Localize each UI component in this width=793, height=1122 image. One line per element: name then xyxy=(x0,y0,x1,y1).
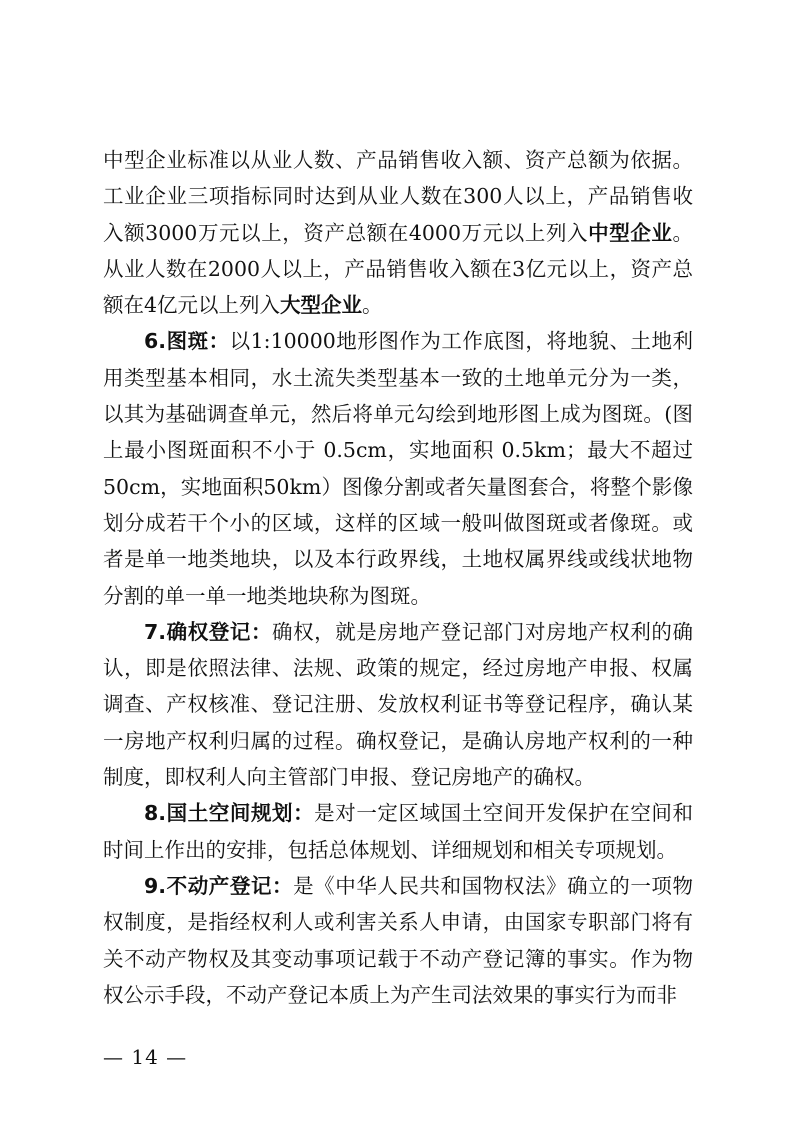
page-number: — 14 — xyxy=(103,1045,188,1069)
text-segment: 。 xyxy=(362,293,383,318)
emphasis-large-enterprise: 大型企业 xyxy=(280,293,363,318)
paragraph-enterprise-standards xyxy=(103,142,693,323)
term-spatial-planning: 8.国土空间规划： xyxy=(144,801,315,826)
paragraph-spatial-planning xyxy=(103,795,693,868)
emphasis-medium-enterprise: 中型企业 xyxy=(588,220,673,245)
paragraph-real-estate-registration xyxy=(103,868,693,1013)
definition-real-estate-registration: 是《中华人民共和国物权法》确立的一项物权制度，是指经权利人或利害关系人申请，由国家专职部门将有关不动产物权及其变动事项记载于不动产登记簿的事实。作为物权公示手段，不动产登记本质上为产生司法效果的事实行为而非 xyxy=(103,873,693,1007)
body-text xyxy=(103,142,693,1013)
term-rights-registration: 7.确权登记： xyxy=(144,619,273,644)
term-map-patch: 6.图斑： xyxy=(144,329,230,354)
definition-spatial-planning: 是对一定区域国土空间开发保护在空间和时间上作出的安排，包括总体规划、详细规划和相关专项规划。 xyxy=(103,801,693,862)
paragraph-map-patch xyxy=(103,323,693,613)
text-segment: 中型企业标准以从业人数、产品销售收入额、资产总额为依据。工业企业三项指标同时达到从业人数在300人以上，产品销售收入额3000万元以上，资产总额在4000万元以上列入 xyxy=(103,148,693,245)
definition-rights-registration: 确权，就是房地产登记部门对房地产权利的确认，即是依照法律、法规、政策的规定，经过房地产申报、权属调查、产权核准、登记注册、发放权利证书等登记程序，确认某一房地产权利归属的过程。确权登记，是确认房地产权利的一种制度，即权利人向主管部门申报、登记房地产的确权。 xyxy=(103,619,694,790)
term-real-estate-registration: 9.不动产登记： xyxy=(144,873,294,898)
definition-map-patch: 以1:10000地形图作为工作底图，将地貌、土地利用类型基本相同，水土流失类型基本一致的土地单元分为一类，以其为基础调查单元，然后将单元勾绘到地形图上成为图斑。(图上最小图斑面积不小于 0.5cm，实地面积 0.5km；最大不超过50cm，实地面积50km）图像分割或者矢量图套合，将整个影像划分成若干个小的区域，这样的区域一般叫做图斑或者像斑。或者是单一地类地块，以及本行政界线，土地权属界线或线状地物分割的单一单一地类地块称为图斑。 xyxy=(103,329,693,608)
paragraph-rights-registration xyxy=(103,614,693,795)
text-segment: 。从业人数在2000人以上，产品销售收入额在3亿元以上，资产总额在4亿元以上列入 xyxy=(103,220,693,318)
